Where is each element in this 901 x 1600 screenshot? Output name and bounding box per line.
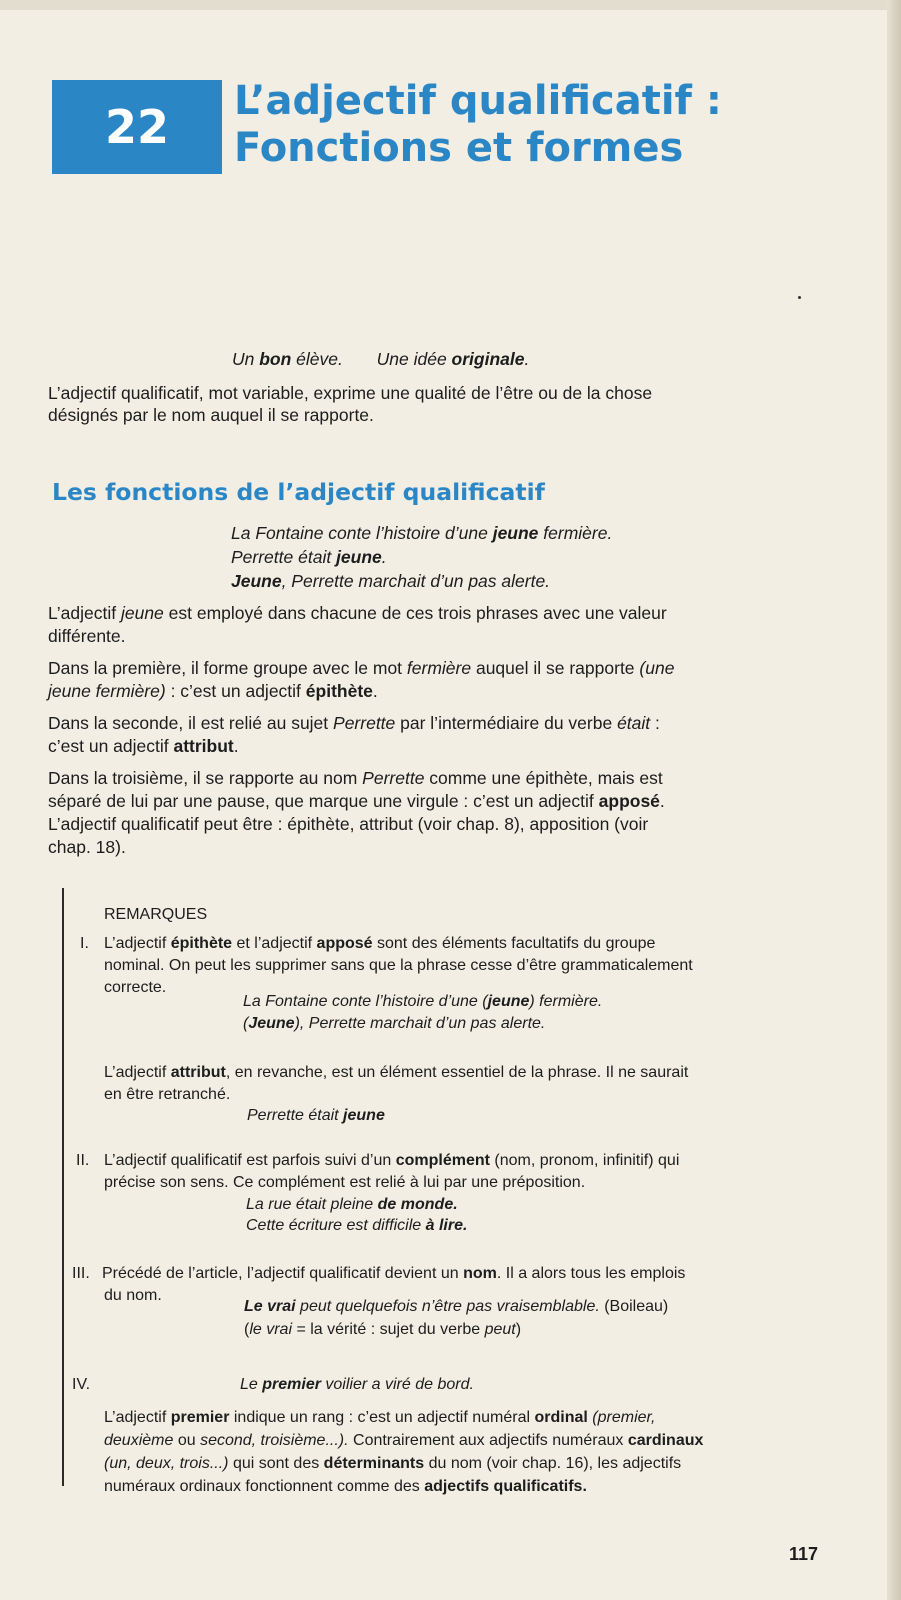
remark-3-example-2: (le vrai = la vérité : sujet du verbe peut) <box>244 1321 522 1338</box>
remark-1-line3: correcte. <box>104 979 167 996</box>
chapter-title-line1: L’adjectif qualificatif : <box>234 78 722 124</box>
paragraph-4-line3: L’adjectif qualificatif peut être : épithète, attribut (voir chap. 8), apposition (voir <box>48 814 649 834</box>
paragraph-1-line1: L’adjectif jeune est employé dans chacune de ces trois phrases avec une valeur <box>48 603 667 623</box>
ink-dot <box>798 296 801 299</box>
remark-3-line1: Précédé de l’article, l’adjectif qualificatif devient un nom. Il a alors tous les emplois <box>102 1265 686 1282</box>
section-heading: Les fonctions de l’adjectif qualificatif <box>52 478 545 506</box>
remark-2-example-2: Cette écriture est difficile à lire. <box>246 1217 468 1234</box>
paragraph-4-line4: chap. 18). <box>48 837 126 857</box>
remark-1-example-3: Perrette était jeune <box>247 1107 385 1124</box>
page-number: 117 <box>789 1544 819 1564</box>
remark-2-line2: précise son sens. Ce complément est relié à lui par une préposition. <box>104 1174 586 1191</box>
remark-3-number: III. <box>72 1265 90 1282</box>
remark-2-example-1: La rue était pleine de monde. <box>246 1196 458 1213</box>
remark-3-line2: du nom. <box>104 1287 162 1304</box>
paragraph-3-line1: Dans la seconde, il est relié au sujet Perrette par l’intermédiaire du verbe était : <box>48 713 660 733</box>
remark-1-line1: L’adjectif épithète et l’adjectif apposé sont des éléments facultatifs du groupe <box>104 935 656 952</box>
remark-1-line2: nominal. On peut les supprimer sans que la phrase cesse d’être grammaticalement <box>104 957 693 974</box>
paragraph-4-line2: séparé de lui par une pause, que marque une virgule : c’est un adjectif apposé. <box>48 791 665 811</box>
page-top-edge <box>0 0 901 10</box>
remark-4-line3: (un, deux, trois...) qui sont des déterminants du nom (voir chap. 16), les adjectifs <box>104 1455 682 1472</box>
remark-1-example-2: (Jeune), Perrette marchait d’un pas alerte. <box>243 1015 546 1032</box>
remark-4-line1: L’adjectif premier indique un rang : c’est un adjectif numéral ordinal (premier, <box>104 1409 656 1426</box>
remark-1-number: I. <box>80 935 89 952</box>
paragraph-2-line1: Dans la première, il forme groupe avec le mot fermière auquel il se rapporte (une <box>48 658 675 678</box>
paragraph-3-line2: c’est un adjectif attribut. <box>48 736 239 756</box>
paragraph-1-line2: différente. <box>48 626 126 646</box>
chapter-title <box>234 78 722 172</box>
remark-4-line4: numéraux ordinaux fonctionnent comme des adjectifs qualificatifs. <box>104 1478 587 1495</box>
section-example-2: Perrette était jeune. <box>231 547 387 567</box>
intro-definition-line1: L’adjectif qualificatif, mot variable, exprime une qualité de l’être ou de la chose <box>48 383 653 403</box>
paragraph-2-line2: jeune fermière) : c’est un adjectif épithète. <box>48 681 378 701</box>
section-example-1: La Fontaine conte l’histoire d’une jeune fermière. <box>231 523 613 543</box>
remark-2-line1: L’adjectif qualificatif est parfois suivi d’un complément (nom, pronom, infinitif) qui <box>104 1152 680 1169</box>
remark-1-line5: en être retranché. <box>104 1086 231 1103</box>
chapter-number: 22 <box>104 100 169 154</box>
remark-4-line2: deuxième ou second, troisième...). Contrairement aux adjectifs numéraux cardinaux <box>104 1432 704 1449</box>
remark-4-number: IV. <box>72 1376 91 1393</box>
page-right-edge <box>887 0 901 1600</box>
remarks-left-rule <box>62 888 64 1486</box>
chapter-number-box <box>52 80 222 174</box>
chapter-title-line2: Fonctions et formes <box>234 125 684 171</box>
remark-1-example-1: La Fontaine conte l’histoire d’une (jeune) fermière. <box>243 993 603 1010</box>
paragraph-4-line1: Dans la troisième, il se rapporte au nom Perrette comme une épithète, mais est <box>48 768 663 788</box>
remark-1-line4: L’adjectif attribut, en revanche, est un élément essentiel de la phrase. Il ne saurait <box>104 1064 689 1081</box>
remark-2-number: II. <box>76 1152 90 1169</box>
intro-definition-line2: désignés par le nom auquel il se rapporte. <box>48 405 374 425</box>
intro-examples: Un bon élève. Une idée originale. <box>232 349 530 369</box>
section-example-3: Jeune, Perrette marchait d’un pas alerte. <box>231 571 551 591</box>
remark-4-example: Le premier voilier a viré de bord. <box>240 1376 474 1393</box>
remark-3-example-1: Le vrai peut quelquefois n’être pas vraisemblable. (Boileau) <box>244 1298 669 1315</box>
remarks-heading: REMARQUES <box>104 906 208 923</box>
